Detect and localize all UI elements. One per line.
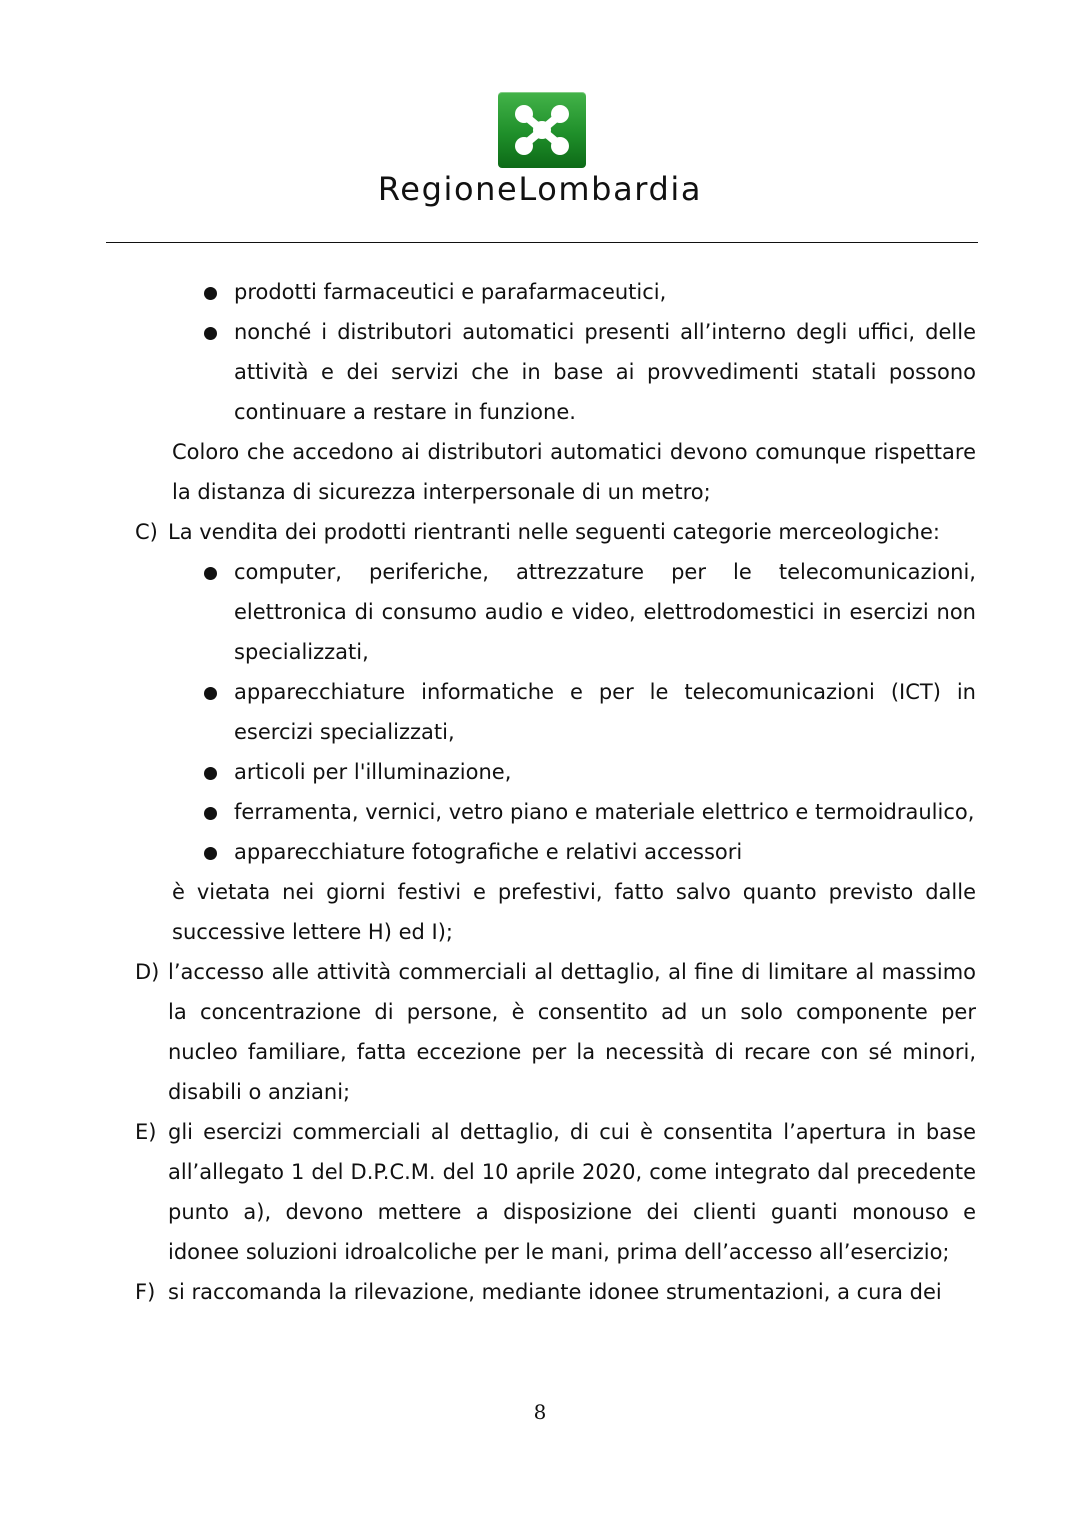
bullet-list-item [234,832,976,872]
page-header [0,0,1080,250]
lettered-clause [135,512,976,552]
bullet-text: computer, periferiche, attrezzature per le telecomunicazioni, elettronica di consumo audio e video, elettrodomestici in esercizi non specializzati, [234,560,976,664]
bullet-list-item [234,792,976,832]
bullet-list-item [234,272,976,312]
regione-lombardia-wordmark: RegioneLombardia [377,170,703,208]
header-divider [106,242,978,243]
clause-letter: F) [135,1280,156,1304]
clause-letter: D) [135,960,160,984]
clause-letter: E) [135,1120,157,1144]
bullet-list-item [234,552,976,672]
bullet-text: apparecchiature fotografiche e relativi accessori [234,840,743,864]
bullet-dot-icon [204,847,217,860]
lettered-clause [135,1272,976,1312]
paragraph: Coloro che accedono ai distributori automatici devono comunque rispettare la distanza di sicurezza interpersonale di un metro; [172,440,976,504]
lettered-clause [135,1112,976,1272]
bullet-dot-icon [204,287,217,300]
bullet-text: nonché i distributori automatici presenti all’interno degli uffici, delle attività e dei servizi che in base ai provvedimenti statali possono continuare a restare in funzione. [234,320,976,424]
bullet-dot-icon [204,687,217,700]
document-body [0,272,1080,1312]
bullet-text: apparecchiature informatiche e per le telecomunicazioni (ICT) in esercizi specializzati, [234,680,976,744]
lettered-clause [135,952,976,1112]
bullet-dot-icon [204,767,217,780]
bullet-dot-icon [204,807,217,820]
paragraph: è vietata nei giorni festivi e prefestivi, fatto salvo quanto previsto dalle successive lettere H) ed I); [172,880,976,944]
bullet-text: articoli per l'illuminazione, [234,760,512,784]
bullet-list-item [234,752,976,792]
bullet-list-item [234,312,976,432]
lombardy-rose-logo-icon [498,92,586,168]
bullet-list-item [234,672,976,752]
bullet-dot-icon [204,327,217,340]
bullet-dot-icon [204,567,217,580]
page-number: 8 [533,1400,547,1424]
bullet-text: ferramenta, vernici, vetro piano e materiale elettrico e termoidraulico, [234,800,975,824]
clause-text: l’accesso alle attività commerciali al dettaglio, al fine di limitare al massimo la concentrazione di persone, è consentito ad un solo componente per nucleo familiare, fatta eccezione per la necessità di recare con sé minori, disabili o anziani; [168,960,976,1104]
clause-text: si raccomanda la rilevazione, mediante idonee strumentazioni, a cura dei [168,1280,942,1304]
clause-text: gli esercizi commerciali al dettaglio, di cui è consentita l’apertura in base all’allegato 1 del D.P.C.M. del 10 aprile 2020, come integrato dal precedente punto a), devono mettere a disposizione dei clienti guanti monouso e idonee soluzioni idroalcoliche per le mani, prima dell’accesso all’esercizio; [168,1120,976,1264]
bullet-text: prodotti farmaceutici e parafarmaceutici, [234,280,667,304]
clause-text: La vendita dei prodotti rientranti nelle seguenti categorie merceologiche: [168,520,940,544]
clause-letter: C) [135,520,158,544]
